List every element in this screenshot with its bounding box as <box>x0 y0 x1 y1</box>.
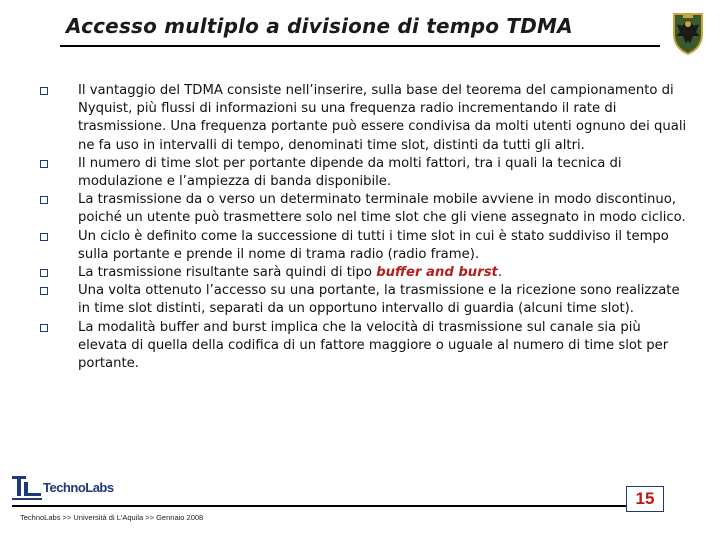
bullet-text: La trasmissione da o verso un determinato terminale mobile avviene in modo discontinuo, poiché un utente può trasmettere solo nel time slot che gli viene assegnato in modo ciclico. <box>78 192 686 226</box>
checkbox-bullet-icon <box>40 196 48 204</box>
bullet-item <box>40 191 690 227</box>
checkbox-bullet-icon <box>40 87 48 95</box>
bullet-item <box>40 282 690 318</box>
bullet-text: Una volta ottenuto l’accesso su una portante, la trasmissione e la ricezione sono realizzate in time slot distinti, separati da un opportuno intervallo di guardia (alcuni time slot). <box>78 283 680 317</box>
bullet-list <box>40 82 690 373</box>
bullet-text: Un ciclo è definito come la successione di tutti i time slot in cui è stato suddiviso il tempo sulla portante e prende il nome di trama radio (radio frame). <box>78 228 669 262</box>
bullet-item <box>40 155 690 191</box>
page-number: 15 <box>626 486 664 512</box>
bullet-text-after: . <box>497 265 503 281</box>
bullet-text: Il vantaggio del TDMA consiste nell’inserire, sulla base del teorema del campionamento di Nyquist, più flussi di informazioni su una frequenza radio incrementando il rate di trasmissione. Una frequenza portante può essere condivisa da molti utenti ognuno dei quali ne fa uso in intervalli di tempo, denominati time slot, distinti da tutti gli altri. <box>78 83 687 153</box>
slide-title: Accesso multiplo a divisione di tempo TDMA <box>66 14 573 38</box>
bullet-text: Il numero di time slot per portante dipende da molti fattori, tra i quali la tecnica di modulazione e l’ampiezza di banda disponibile. <box>78 155 622 190</box>
title-divider <box>60 45 660 47</box>
highlighted-term: buffer and burst <box>376 265 498 281</box>
technolabs-logo <box>12 474 122 500</box>
bullet-item <box>40 82 690 155</box>
technolabs-logo-icon <box>12 474 42 500</box>
checkbox-bullet-icon <box>40 233 48 241</box>
footer-credits: TechnoLabs >> Università di L'Aquila >> Gennaio 2008 <box>20 513 204 522</box>
logo-text: TechnoLabs <box>43 480 114 495</box>
bullet-text-before: La trasmissione risultante sarà quindi di tipo <box>78 265 377 281</box>
university-crest-icon <box>668 10 708 56</box>
bullet-item <box>40 228 690 264</box>
checkbox-bullet-icon <box>40 324 48 332</box>
checkbox-bullet-icon <box>40 160 48 168</box>
bullet-item <box>40 264 690 282</box>
footer-divider <box>12 505 662 507</box>
checkbox-bullet-icon <box>40 269 48 277</box>
bullet-text: La modalità buffer and burst implica che la velocità di trasmissione sul canale sia più elevata di quella della codifica di un fattore maggiore o uguale al numero di time slot per portante. <box>78 319 669 372</box>
bullet-item <box>40 319 690 374</box>
checkbox-bullet-icon <box>40 287 48 295</box>
